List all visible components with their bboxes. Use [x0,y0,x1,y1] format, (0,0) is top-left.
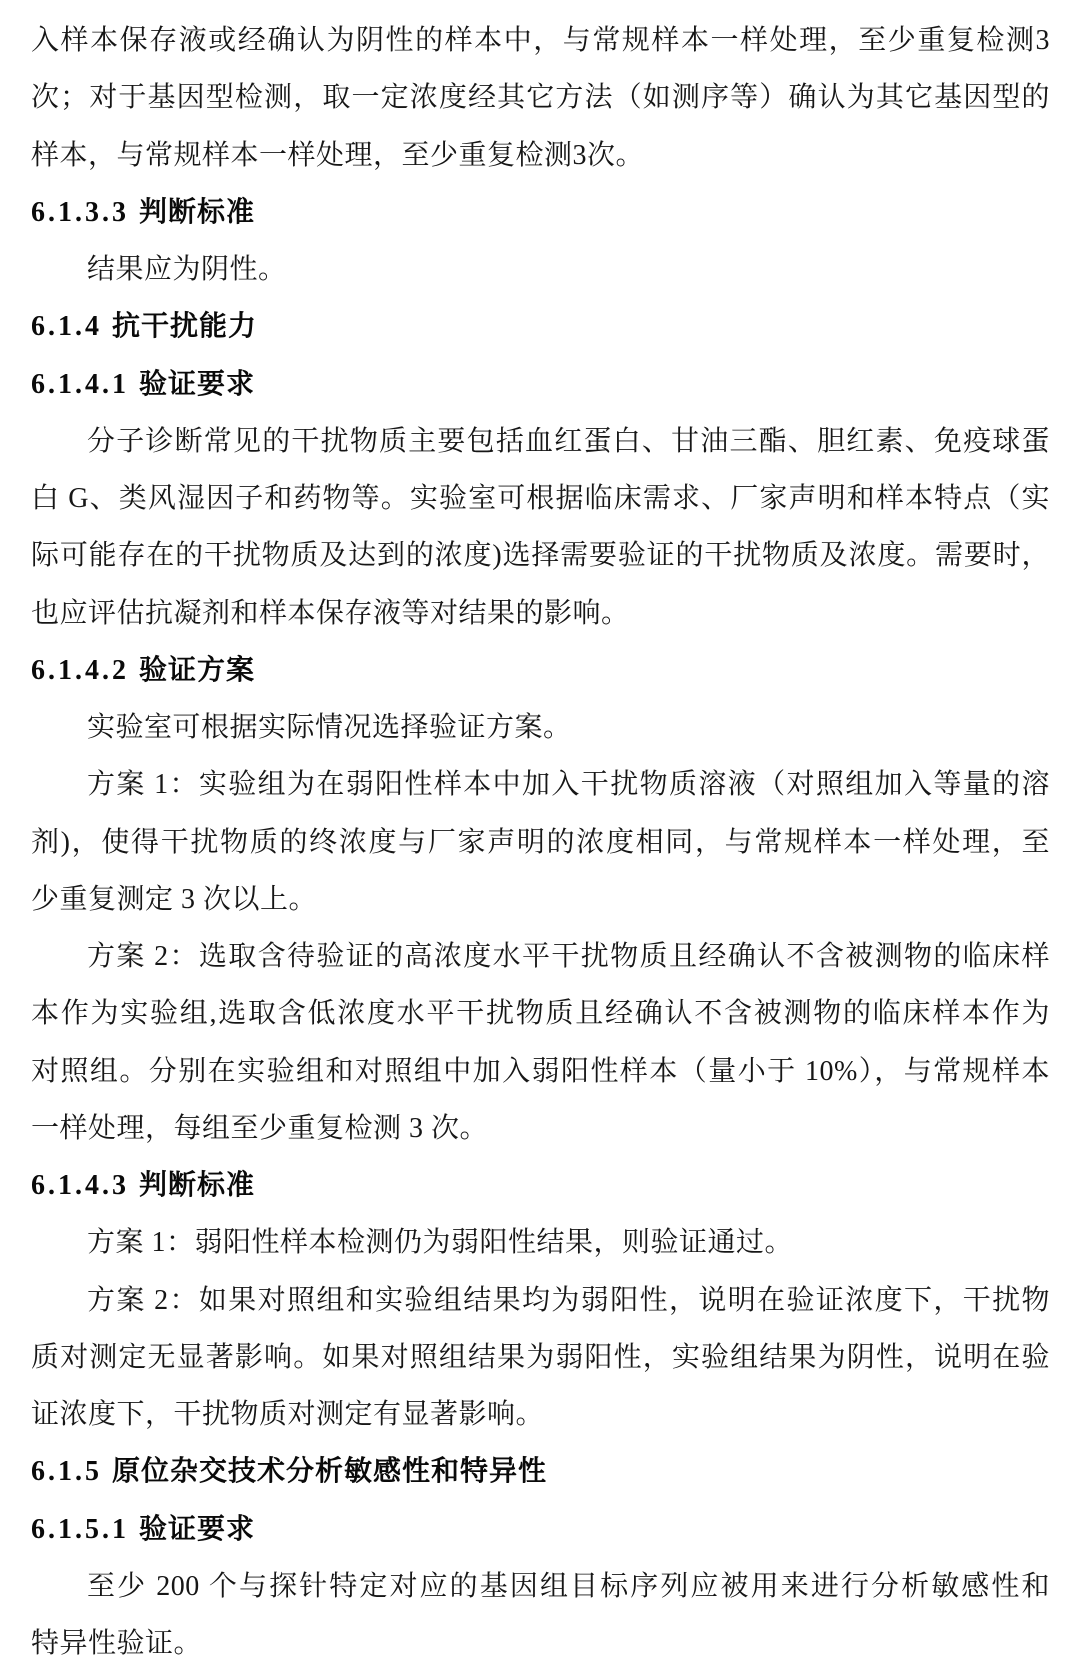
text-line: 白 G、类风湿因子和药物等。实验室可根据临床需求、厂家声明和样本特点（实 [31,483,1050,514]
text-line: 方案 2：如果对照组和实验组结果均为弱阳性，说明在验证浓度下，干扰物 [87,1284,1050,1316]
text-line: 至少 200 个与探针特定对应的基因组目标序列应被用来进行分析敏感性和 [87,1570,1050,1602]
section-heading [31,298,1050,355]
text-line: 入样本保存液或经确认为阴性的样本中，与常规样本一样处理，至少重复检测3 [31,25,1050,56]
text-line: 本作为实验组,选取含低浓度水平干扰物质且经确认不含被测物的临床样本作为 [31,998,1050,1030]
section-heading [31,184,1050,241]
section-title: 验证要求 [139,368,256,400]
section-number: 6.1.4 [31,311,102,343]
section-title: 验证要求 [139,1513,256,1545]
section-heading [31,642,1050,699]
section-title: 判断标准 [139,1170,256,1201]
section-heading [31,356,1050,413]
section-number: 6.1.4.3 [31,1170,129,1201]
text-line: 实验室可根据实际情况选择验证方案。 [87,712,572,743]
text-line: 次；对于基因型检测，取一定浓度经其它方法（如测序等）确认为其它基因型的 [31,82,1050,114]
section-number: 6.1.4.2 [31,654,129,686]
text-line: 方案 1：弱阳性样本检测仍为弱阳性结果，则验证通过。 [87,1227,794,1259]
text-line: 对照组。分别在实验组和对照组中加入弱阳性样本（量小于 10%），与常规样本 [31,1055,1050,1087]
text-line: 剂)，使得干扰物质的终浓度与厂家声明的浓度相同，与常规样本一样处理，至 [31,826,1050,858]
section-heading [31,1443,1050,1500]
text-line: 证浓度下，干扰物质对测定有显著影响。 [31,1399,545,1430]
text-line: 质对测定无显著影响。如果对照组结果为弱阳性，实验组结果为阴性，说明在验 [31,1341,1050,1373]
text-line: 也应评估抗凝剂和样本保存液等对结果的影响。 [31,597,630,629]
text-line: 结果应为阴性。 [87,254,287,285]
text-line: 分子诊断常见的干扰物质主要包括血红蛋白、甘油三酯、胆红素、免疫球蛋 [87,425,1050,457]
section-title: 判断标准 [139,196,256,228]
section-title: 验证方案 [139,654,256,686]
text-line: 际可能存在的干扰物质及达到的浓度)选择需要验证的干扰物质及浓度。需要时， [31,540,1050,572]
section-title: 原位杂交技术分析敏感性和特异性 [112,1456,548,1488]
section-number: 6.1.4.1 [31,368,129,400]
section-number: 6.1.3.3 [31,196,129,228]
text-line: 特异性验证。 [31,1628,203,1659]
section-heading [31,1157,1050,1214]
section-title: 抗干扰能力 [112,311,258,343]
text-line: 方案 2：选取含待验证的高浓度水平干扰物质且经确认不含被测物的临床样 [87,941,1050,972]
text-line: 少重复测定 3 次以上。 [31,883,318,915]
section-number: 6.1.5.1 [31,1513,129,1545]
section-number: 6.1.5 [31,1456,102,1488]
text-line: 样本，与常规样本一样处理，至少重复检测3次。 [31,139,645,171]
text-line: 方案 1：实验组为在弱阳性样本中加入干扰物质溶液（对照组加入等量的溶 [87,769,1050,801]
section-heading [31,1501,1050,1558]
text-line: 一样处理，每组至少重复检测 3 次。 [31,1112,489,1144]
